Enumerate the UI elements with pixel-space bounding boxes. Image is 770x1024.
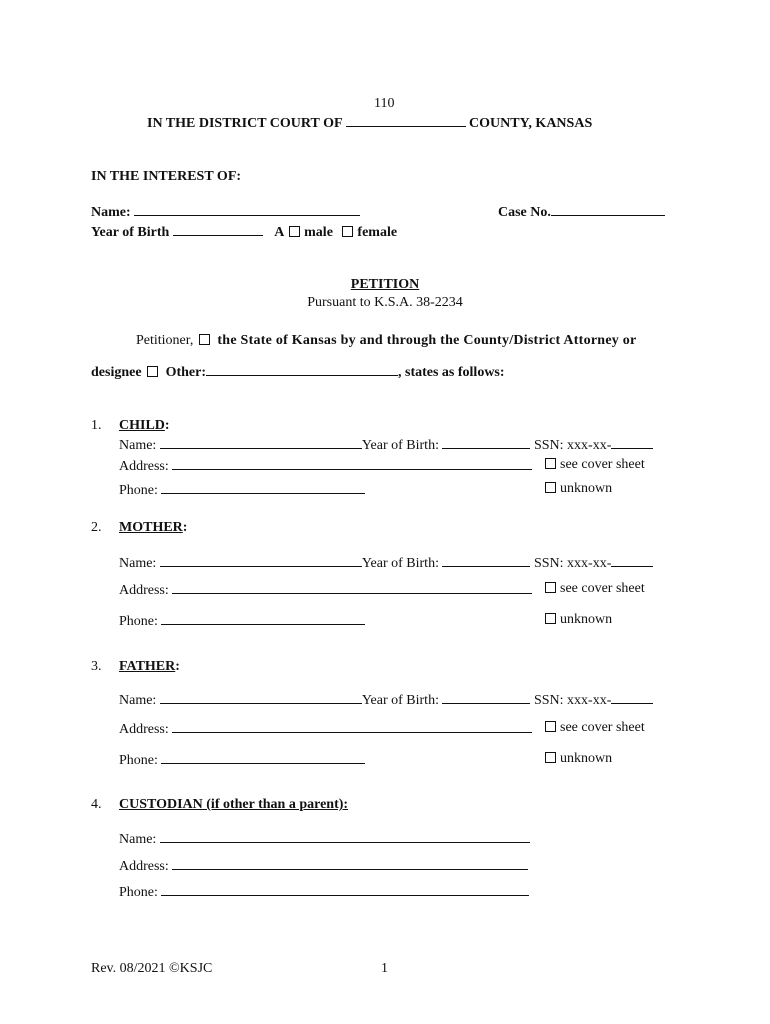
mother-name-field[interactable] — [160, 554, 362, 567]
petition-subtitle: Pursuant to K.S.A. 38-2234 — [307, 295, 463, 310]
child-address-field[interactable] — [172, 457, 532, 470]
section-number-custodian: 4. — [91, 797, 102, 812]
child-ssn-label: SSN: xxx-xx- — [533, 438, 612, 453]
court-header — [147, 114, 592, 132]
custodian-address-row — [119, 857, 528, 875]
custodian-name-row — [119, 830, 530, 848]
custodian-address-field[interactable] — [172, 857, 528, 870]
custodian-address-label: Address: — [119, 859, 169, 874]
state-option-label: the State of Kansas by and through the County/District Attorney or — [217, 333, 637, 348]
footer-revision: Rev. 08/2021 ©KSJC — [91, 961, 213, 976]
section-heading-mother — [119, 520, 187, 536]
other-checkbox[interactable] — [147, 366, 158, 377]
section-number-mother: 2. — [91, 520, 102, 535]
mother-unknown-option — [543, 612, 612, 628]
section-heading-custodian — [119, 797, 348, 813]
caption-name-field[interactable] — [134, 203, 360, 216]
child-heading-colon: : — [164, 418, 170, 433]
child-phone-label: Phone: — [119, 483, 158, 498]
mother-ssn-label: SSN: xxx-xx- — [533, 556, 612, 571]
child-name-row — [119, 436, 653, 454]
father-phone-row — [119, 751, 365, 769]
custodian-phone-row — [119, 883, 529, 901]
father-ssn-label: SSN: xxx-xx- — [533, 693, 612, 708]
custodian-phone-field[interactable] — [161, 883, 529, 896]
county-field[interactable] — [346, 114, 466, 127]
father-yob-field[interactable] — [442, 691, 530, 704]
mother-name-row — [119, 554, 653, 572]
mother-phone-field[interactable] — [161, 612, 365, 625]
mother-unknown-label: unknown — [560, 612, 613, 627]
interest-heading: IN THE INTEREST OF: — [91, 169, 242, 184]
father-phone-label: Phone: — [119, 753, 158, 768]
father-cover-sheet-label: see cover sheet — [560, 720, 645, 735]
petitioner-line-2 — [91, 363, 505, 381]
mother-ssn-field[interactable] — [611, 554, 653, 567]
custodian-phone-label: Phone: — [119, 885, 158, 900]
mother-address-row — [119, 581, 532, 599]
petitioner-lead: Petitioner, — [136, 333, 194, 348]
father-heading-colon: : — [175, 659, 180, 674]
child-address-row — [119, 457, 532, 475]
child-cover-sheet-label: see cover sheet — [560, 457, 645, 472]
father-address-field[interactable] — [172, 720, 532, 733]
mother-name-label: Name: — [119, 556, 157, 571]
section-heading-father — [119, 659, 180, 675]
other-label: Other: — [165, 365, 206, 380]
mother-yob-field[interactable] — [442, 554, 530, 567]
father-yob-label: Year of Birth: — [361, 693, 439, 708]
mother-address-field[interactable] — [172, 581, 532, 594]
child-name-field[interactable] — [160, 436, 362, 449]
child-yob-field[interactable] — [442, 436, 530, 449]
footer-page-number: 1 — [381, 961, 388, 976]
mother-address-label: Address: — [119, 583, 169, 598]
mother-cover-sheet-option — [543, 581, 645, 597]
case-no-label: Case No. — [498, 205, 551, 220]
court-prefix: IN THE DISTRICT COURT OF — [147, 116, 343, 131]
father-address-row — [119, 720, 532, 738]
father-unknown-label: unknown — [560, 751, 613, 766]
child-unknown-label: unknown — [560, 481, 613, 496]
caption-yob-field[interactable] — [173, 223, 263, 236]
father-phone-field[interactable] — [161, 751, 365, 764]
case-no-field[interactable] — [551, 203, 665, 216]
male-label: male — [304, 225, 333, 240]
mother-unknown-checkbox[interactable] — [545, 613, 556, 624]
court-suffix: COUNTY, KANSAS — [469, 116, 593, 131]
state-checkbox[interactable] — [199, 334, 210, 345]
caption-name-label: Name: — [91, 205, 131, 220]
child-address-label: Address: — [119, 459, 169, 474]
mother-yob-label: Year of Birth: — [361, 556, 439, 571]
child-phone-field[interactable] — [161, 481, 365, 494]
mother-heading-text: MOTHER — [119, 520, 183, 535]
custodian-name-field[interactable] — [160, 830, 530, 843]
child-unknown-checkbox[interactable] — [545, 482, 556, 493]
petitioner-line-1 — [136, 333, 637, 349]
child-unknown-option — [543, 481, 612, 497]
mother-cover-sheet-checkbox[interactable] — [545, 582, 556, 593]
child-name-label: Name: — [119, 438, 157, 453]
petition-title: PETITION — [350, 277, 420, 292]
child-ssn-field[interactable] — [611, 436, 653, 449]
mother-phone-row — [119, 612, 365, 630]
father-name-label: Name: — [119, 693, 157, 708]
caption-yob-row — [91, 223, 397, 241]
child-cover-sheet-option — [543, 457, 645, 473]
father-name-field[interactable] — [160, 691, 362, 704]
father-address-label: Address: — [119, 722, 169, 737]
mother-phone-label: Phone: — [119, 614, 158, 629]
other-field[interactable] — [206, 363, 398, 376]
section-number-child: 1. — [91, 418, 102, 433]
section-heading-child — [119, 418, 170, 434]
designee-label: designee — [91, 365, 142, 380]
sex-prefix: A — [274, 225, 284, 240]
father-unknown-checkbox[interactable] — [545, 752, 556, 763]
case-no-row — [498, 203, 665, 221]
father-ssn-field[interactable] — [611, 691, 653, 704]
caption-name-row — [91, 203, 360, 221]
mother-heading-colon: : — [182, 520, 188, 535]
top-page-number: 110 — [374, 96, 395, 111]
child-yob-label: Year of Birth: — [361, 438, 439, 453]
father-name-row — [119, 691, 653, 709]
mother-cover-sheet-label: see cover sheet — [560, 581, 645, 596]
custodian-name-label: Name: — [119, 832, 157, 847]
female-label: female — [357, 225, 398, 240]
father-heading-text: FATHER — [119, 659, 176, 674]
child-phone-row — [119, 481, 365, 499]
female-checkbox[interactable] — [342, 226, 353, 237]
father-cover-sheet-checkbox[interactable] — [545, 721, 556, 732]
male-checkbox[interactable] — [289, 226, 300, 237]
child-heading-text: CHILD — [119, 418, 165, 433]
father-cover-sheet-option — [543, 720, 645, 736]
section-number-father: 3. — [91, 659, 102, 674]
caption-yob-label: Year of Birth — [91, 225, 170, 240]
custodian-heading-text: CUSTODIAN (if other than a parent): — [119, 797, 349, 812]
petitioner-trail: , states as follows: — [398, 365, 505, 380]
father-unknown-option — [543, 751, 612, 767]
child-cover-sheet-checkbox[interactable] — [545, 458, 556, 469]
